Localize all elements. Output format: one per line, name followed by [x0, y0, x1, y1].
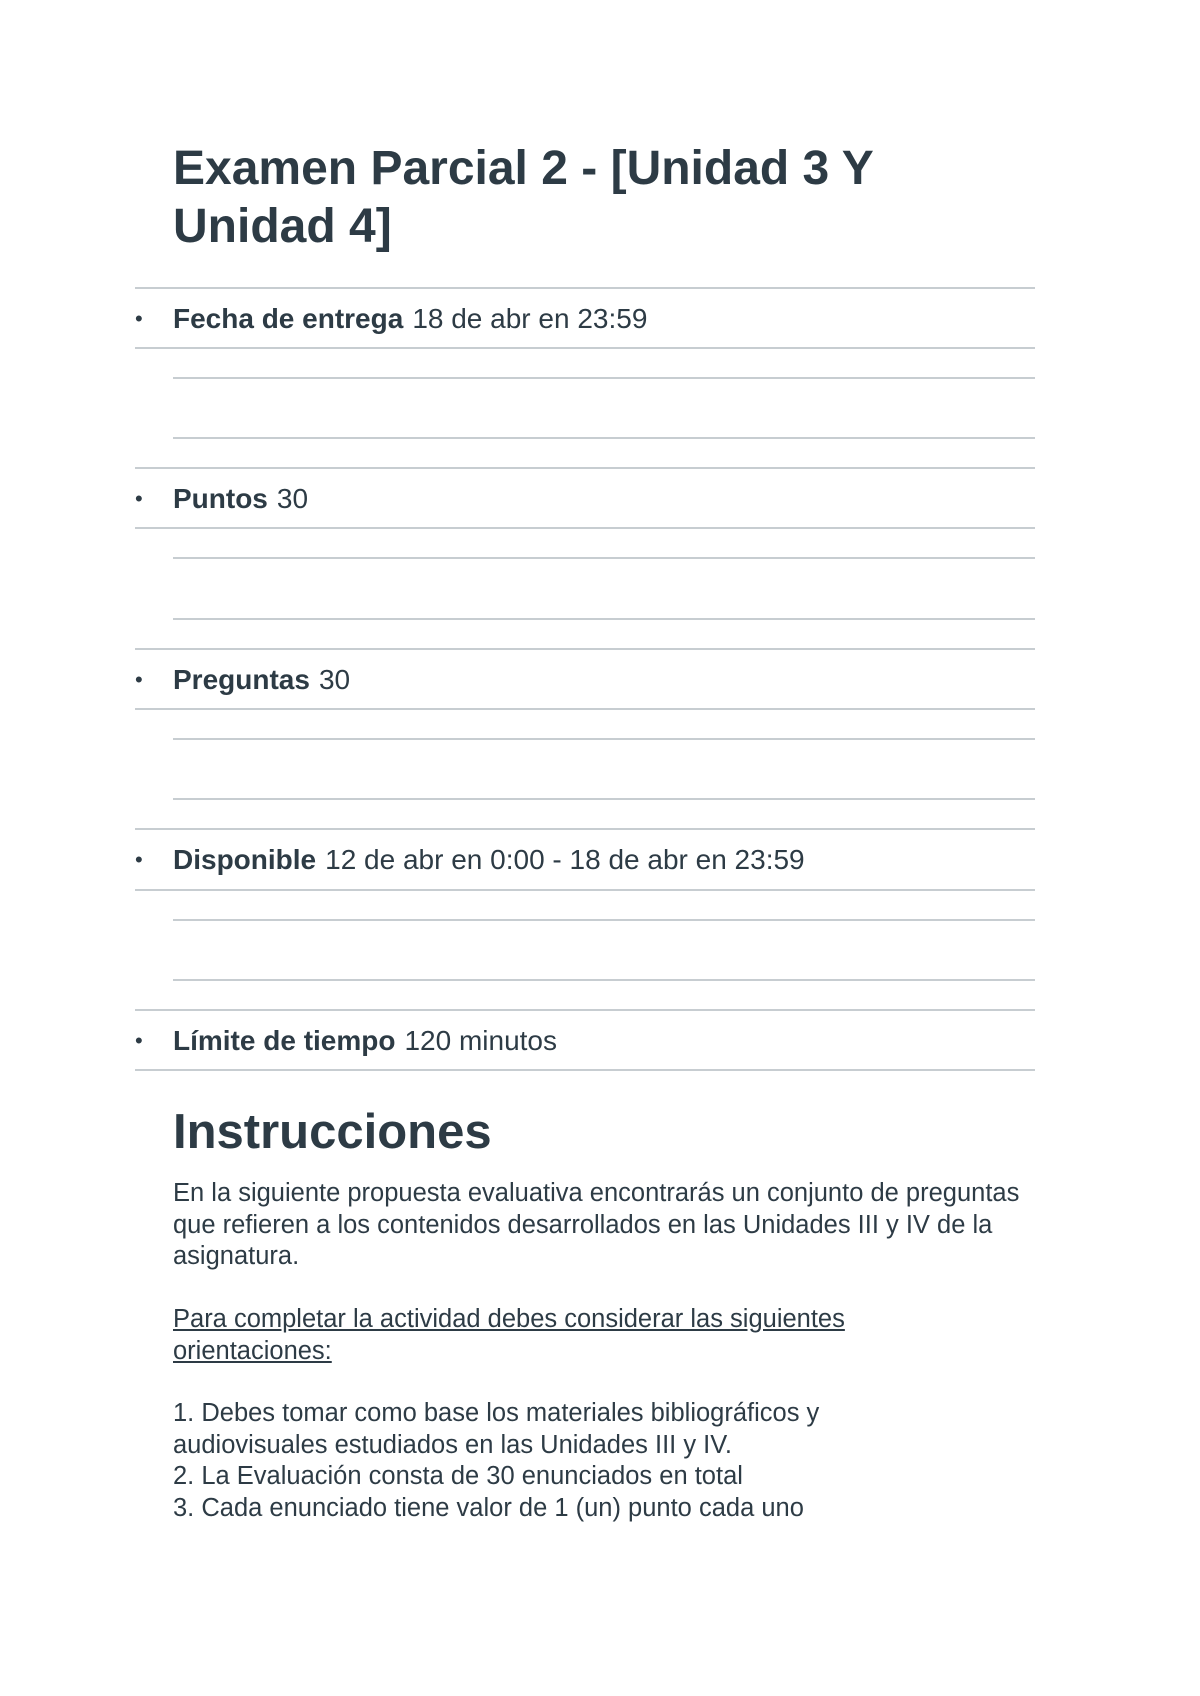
divider — [135, 708, 1035, 710]
detail-value: 30 — [318, 664, 351, 695]
divider — [173, 979, 1035, 981]
divider — [173, 377, 1035, 379]
bullet-icon: • — [135, 847, 143, 872]
detail-label: Fecha de entrega — [173, 303, 404, 334]
instructions-heading: Instrucciones — [173, 1105, 492, 1159]
divider — [135, 1069, 1035, 1071]
bullet-icon: • — [135, 1028, 143, 1053]
bullet-icon: • — [135, 486, 143, 511]
detail-label: Preguntas — [173, 664, 310, 695]
orientations-title: Para completar la actividad debes considerar las siguientes orientaciones: — [173, 1305, 845, 1365]
detail-label: Puntos — [173, 483, 268, 514]
divider — [135, 347, 1035, 349]
detail-available — [135, 831, 1035, 889]
detail-value: 12 de abr en 0:00 - 18 de abr en 23:59 — [325, 844, 805, 875]
detail-label: Límite de tiempo — [173, 1025, 396, 1056]
divider — [135, 467, 1035, 469]
divider — [173, 618, 1035, 620]
list-item: 3. Cada enunciado tiene valor de 1 (un) punto cada uno — [173, 1493, 804, 1522]
detail-value: 18 de abr en 23:59 — [412, 303, 648, 334]
detail-time-limit — [135, 1012, 1035, 1070]
list-item: 2. La Evaluación consta de 30 enunciados en total — [173, 1462, 743, 1490]
divider — [135, 1009, 1035, 1011]
detail-value: 30 — [276, 483, 309, 514]
list-item: 1. Debes tomar como base los materiales bibliográficos y audiovisuales estudiados en las Unidades III y IV. — [173, 1399, 820, 1459]
detail-points — [135, 470, 1035, 528]
detail-value: 120 minutos — [404, 1025, 558, 1056]
detail-label: Disponible — [173, 844, 317, 875]
divider — [173, 437, 1035, 439]
detail-due-date — [135, 290, 1035, 348]
orientations-list — [173, 1398, 893, 1524]
divider — [135, 828, 1035, 830]
bullet-icon: • — [135, 306, 143, 331]
instructions-intro: En la siguiente propuesta evaluativa encontrarás un conjunto de preguntas que refieren a los contenidos desarrollados en las Unidades III y IV de la asignatura. — [173, 1179, 1020, 1270]
divider — [135, 889, 1035, 891]
divider — [135, 287, 1035, 289]
divider — [135, 527, 1035, 529]
page-title: Examen Parcial 2 - [Unidad 3 Y Unidad 4] — [173, 142, 873, 253]
divider — [173, 798, 1035, 800]
divider — [173, 738, 1035, 740]
detail-questions — [135, 651, 1035, 709]
divider — [135, 648, 1035, 650]
divider — [173, 557, 1035, 559]
bullet-icon: • — [135, 667, 143, 692]
divider — [173, 919, 1035, 921]
